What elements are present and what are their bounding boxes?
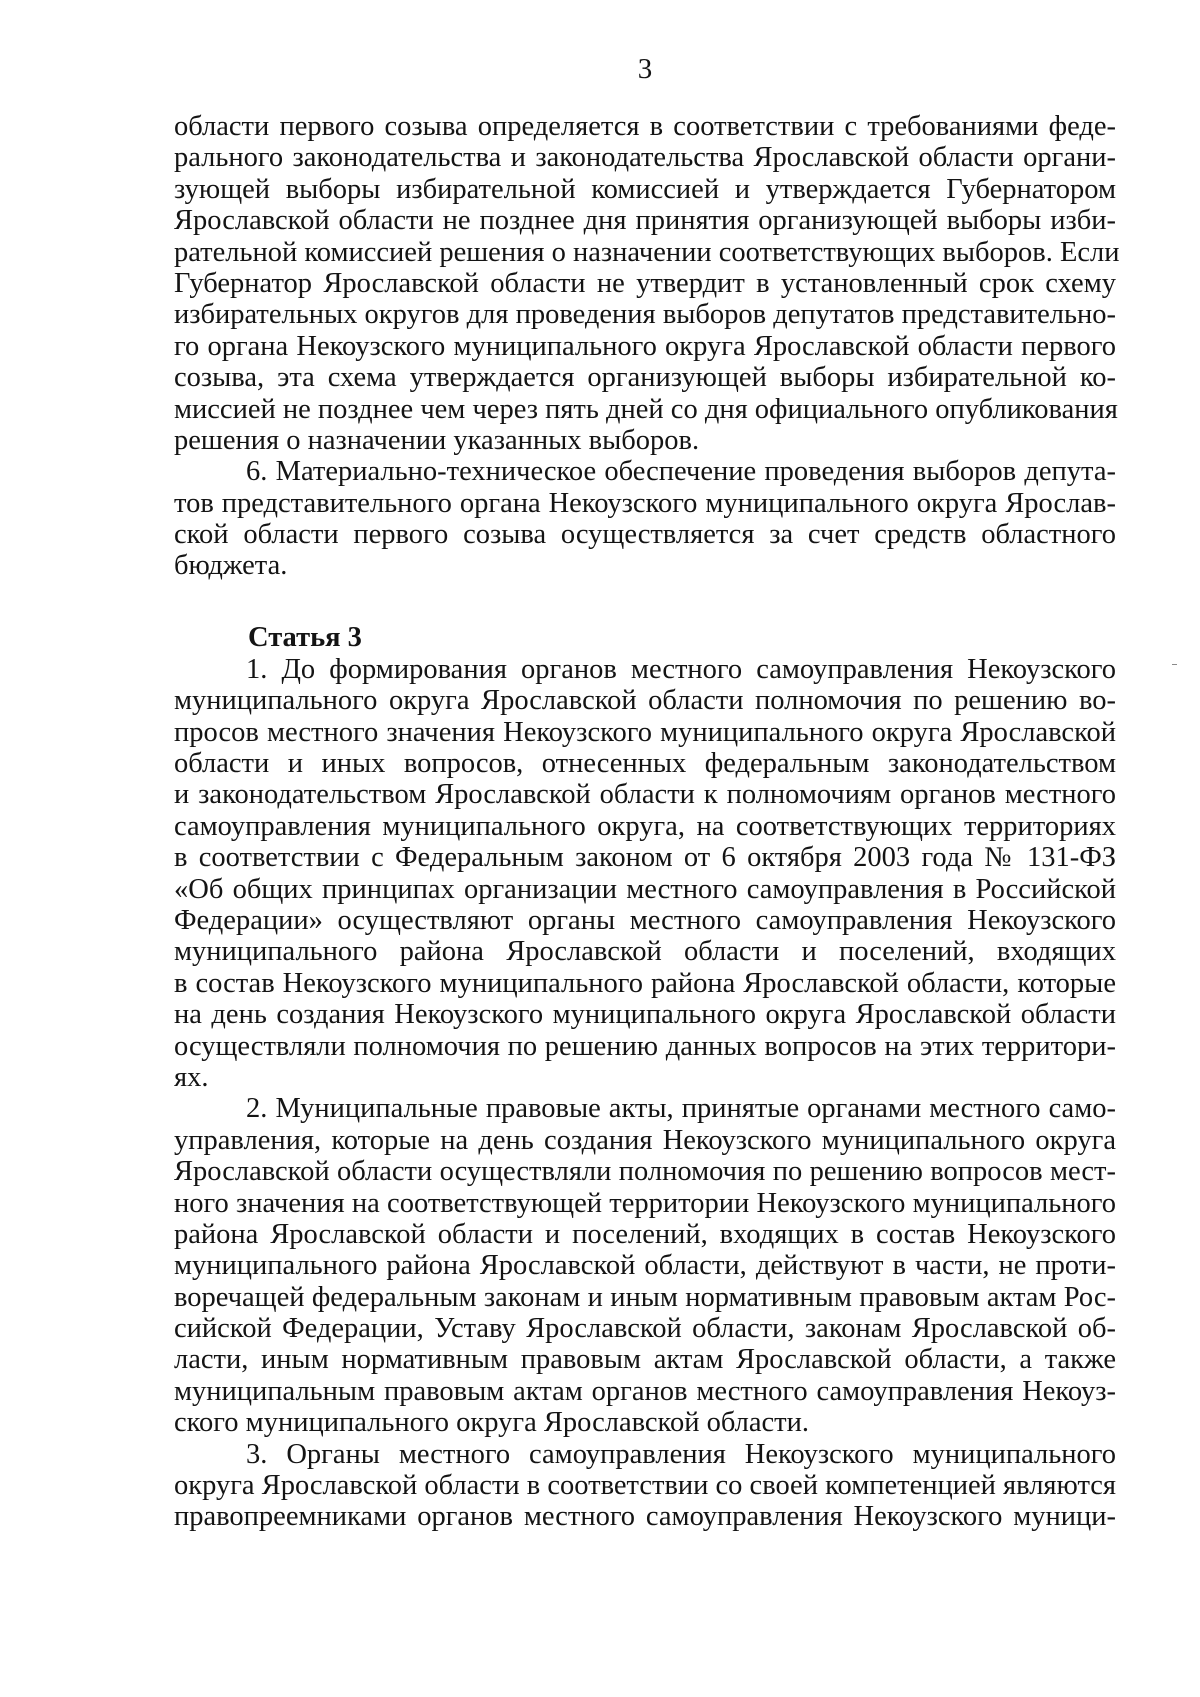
text-line: решения о назначении указанных выборов. — [174, 424, 700, 456]
text-line: района Ярославской области и поселений, входящих в состав Некоузского — [174, 1218, 1116, 1250]
text-line: области первого созыва определяется в соответствии с требованиями феде- — [174, 111, 1116, 142]
text-line: в состав Некоузского муниципального района Ярославской области, которые — [174, 967, 1116, 999]
section-spacer — [174, 582, 1116, 621]
text-line: рательной комиссией решения о назначении соответствующих выборов. Если — [174, 236, 1120, 268]
text-line: округа Ярославской области в соответствии со своей компетенцией являются — [174, 1470, 1117, 1502]
text-line: созыва, эта схема утверждается организующей выборы избирательной ко- — [174, 362, 1116, 394]
text-line: зующей выборы избирательной комиссией и утверждается Губернатором — [174, 173, 1116, 205]
text-line: правопреемниками органов местного самоуправления Некоузского муници- — [174, 1501, 1116, 1533]
text-line: тов представительного органа Некоузского муниципального округа Ярослав- — [174, 487, 1116, 519]
text-line: «Об общих принципах организации местного самоуправления в Российской — [174, 873, 1116, 905]
text-line: ях. — [174, 1061, 209, 1093]
document-body — [174, 111, 1120, 1533]
text-line: 1. До формирования органов местного самоуправления Некоузского — [246, 653, 1116, 685]
text-line: избирательных округов для проведения выборов депутатов представительно- — [174, 299, 1116, 331]
text-line: ного значения на соответствующей территории Некоузского муниципального — [174, 1187, 1116, 1219]
text-line: Ярославской области не позднее дня принятия организующей выборы изби- — [174, 205, 1116, 237]
text-line: 3. Органы местного самоуправления Некоузского муниципального — [246, 1438, 1116, 1470]
page-number: 3 — [637, 53, 653, 85]
text-line: миссией не позднее чем через пять дней со дня официального опубликования — [174, 393, 1118, 425]
text-line: муниципального района Ярославской области, действуют в части, не проти- — [174, 1250, 1116, 1282]
text-line: ского муниципального округа Ярославской области. — [174, 1407, 809, 1439]
text-line: осуществляли полномочия по решению данных вопросов на этих территори- — [174, 1030, 1116, 1062]
text-line: Ярославской области осуществляли полномочия по решению вопросов мест- — [174, 1156, 1116, 1188]
text-line: ской области первого созыва осуществляется за счет средств областного — [174, 519, 1116, 551]
text-line: 6. Материально-техническое обеспечение проведения выборов депута- — [246, 456, 1116, 488]
text-line: бюджета. — [174, 550, 288, 582]
scan-speck — [1172, 664, 1177, 665]
text-line: и законодательством Ярославской области к полномочиям органов местного — [174, 779, 1116, 811]
text-line: просов местного значения Некоузского муниципального округа Ярославской — [174, 716, 1116, 748]
text-line: ласти, иным нормативным правовым актам Ярославской области, а также — [174, 1344, 1116, 1376]
text-line: Губернатор Ярославской области не утвердит в установленный срок схему — [174, 267, 1116, 299]
text-line: муниципальным правовым актам органов местного самоуправления Некоуз- — [174, 1375, 1116, 1407]
text-line: самоуправления муниципального округа, на соответствующих территориях — [174, 810, 1116, 842]
text-line: управления, которые на день создания Некоузского муниципального округа — [174, 1124, 1116, 1156]
text-line: на день создания Некоузского муниципального округа Ярославской области — [174, 999, 1116, 1031]
text-line: рального законодательства и законодательства Ярославской области органи- — [174, 142, 1116, 174]
paragraph — [174, 654, 1116, 1093]
text-line: в соответствии с Федеральным законом от 6 октября 2003 года № 131-ФЗ — [174, 842, 1116, 874]
text-line: сийской Федерации, Уставу Ярославской области, законам Ярославской об- — [174, 1313, 1116, 1345]
text-line: го органа Некоузского муниципального округа Ярославской области первого — [174, 330, 1116, 362]
paragraph — [174, 456, 1116, 582]
text-line: области и иных вопросов, отнесенных федеральным законодательством — [174, 748, 1116, 780]
article-heading: Статья 3 — [248, 621, 362, 653]
text-line: Федерации» осуществляют органы местного самоуправления Некоузского — [174, 904, 1116, 936]
text-line: воречащей федеральным законам и иным нормативным правовым актам Рос- — [174, 1281, 1116, 1313]
text-line: муниципального округа Ярославской области полномочия по решению во- — [174, 685, 1116, 717]
text-line: муниципального района Ярославской области и поселений, входящих — [174, 936, 1116, 968]
paragraph — [174, 1439, 1116, 1533]
paragraph — [174, 1093, 1116, 1438]
paragraph — [174, 111, 1120, 456]
text-line: 2. Муниципальные правовые акты, принятые органами местного само- — [246, 1093, 1116, 1125]
